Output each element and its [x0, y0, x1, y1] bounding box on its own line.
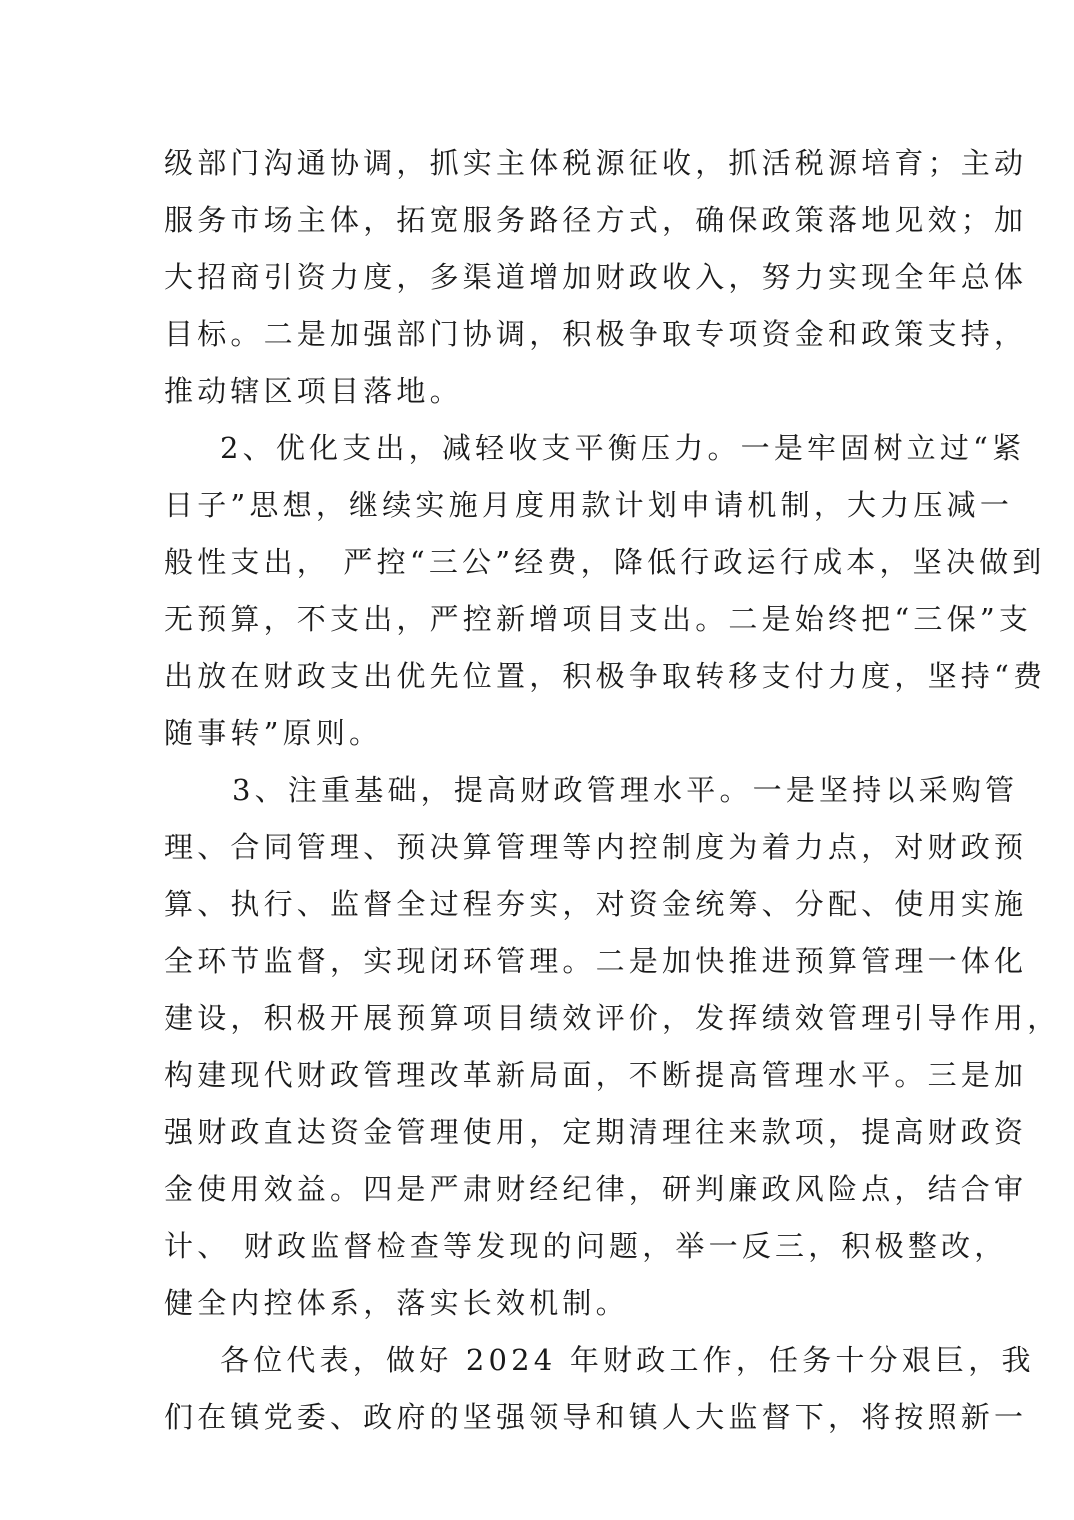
text-line: 全环节监督，实现闭环管理。二是加快推进预算管理一体化: [164, 944, 1028, 978]
text-line: 计、 财政监督检查等发现的问题，举一反三，积极整改，: [164, 1229, 1008, 1263]
text-line: 无预算，不支出，严控新增项目支出。二是始终把“三保”支: [164, 602, 1033, 636]
text-line: 随事转”原则。: [164, 716, 383, 750]
text-line: 服务市场主体，拓宽服务路径方式，确保政策落地见效；加: [164, 203, 1028, 237]
text-line: 般性支出， 严控“三公”经费，降低行政运行成本，坚决做到: [164, 545, 1046, 579]
text-line: 健全内控体系，落实长效机制。: [164, 1286, 629, 1320]
text-line: 们在镇党委、政府的坚强领导和镇人大监督下，将按照新一: [164, 1400, 1028, 1434]
text-line: 算、执行、监督全过程夯实，对资金统筹、分配、使用实施: [164, 887, 1028, 921]
text-line: 强财政直达资金管理使用，定期清理往来款项，提高财政资: [164, 1115, 1028, 1149]
section-heading-line: 2、优化支出，减轻收支平衡压力。一是牢固树立过“紧: [220, 431, 1026, 465]
text-line: 建设，积极开展预算项目绩效评价，发挥绩效管理引导作用，: [164, 1001, 1061, 1035]
paragraph-start-line: 各位代表，做好 2024 年财政工作，任务十分艰巨，我: [220, 1343, 1035, 1377]
section-heading-line: 3、注重基础，提高财政管理水平。一是坚持以采购管: [232, 773, 1019, 807]
text-line: 金使用效益。四是严肃财经纪律，研判廉政风险点，结合审: [164, 1172, 1028, 1206]
text-line: 目标。二是加强部门协调，积极争取专项资金和政策支持，: [164, 317, 1028, 351]
text-line: 理、合同管理、预决算管理等内控制度为着力点，对财政预: [164, 830, 1028, 864]
text-line: 出放在财政支出优先位置，积极争取转移支付力度，坚持“费: [164, 659, 1047, 693]
text-line: 级部门沟通协调，抓实主体税源征收，抓活税源培育；主动: [164, 146, 1028, 180]
text-line: 大招商引资力度，多渠道增加财政收入，努力实现全年总体: [164, 260, 1028, 294]
text-line: 推动辖区项目落地。: [164, 374, 463, 408]
text-line: 日子”思想，继续实施月度用款计划申请机制，大力压减一: [164, 488, 1014, 522]
text-line: 构建现代财政管理改革新局面，不断提高管理水平。三是加: [164, 1058, 1028, 1092]
